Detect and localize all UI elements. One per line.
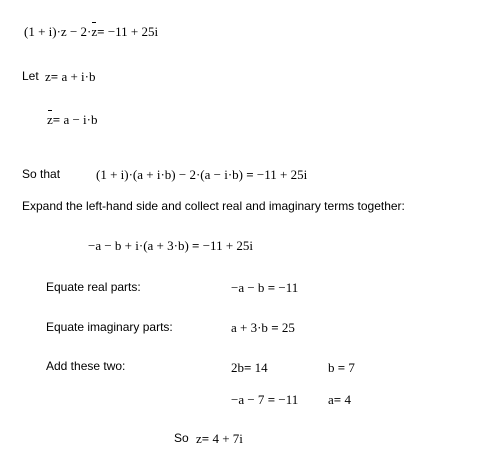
expanded-lhs: −a − b + i·(a + 3·b): [88, 238, 189, 253]
equals-sign: =: [97, 24, 105, 39]
sum-lhs: 2b: [231, 360, 244, 375]
equals-sign: =: [333, 392, 342, 407]
imag-rhs: 25: [281, 320, 295, 335]
z-variable: z: [45, 69, 51, 84]
let-equation: [45, 69, 96, 84]
conjugate-equation: [47, 112, 98, 127]
equation-lhs: (1 + i)·z − 2·: [24, 24, 92, 39]
imag-lhs: a + 3·b: [231, 320, 268, 335]
substituted-equation: [96, 167, 307, 182]
z-variable: z: [196, 431, 202, 446]
equals-sign: =: [271, 320, 279, 335]
substitute-rhs: −11: [278, 392, 299, 407]
equals-sign: =: [267, 392, 276, 407]
expanded-equation: [88, 238, 253, 253]
a-variable: a: [328, 392, 334, 407]
equals-sign: =: [201, 431, 210, 446]
conjugate-rhs: a − i·b: [63, 112, 98, 127]
b-value: 7: [348, 360, 355, 375]
let-label: Let: [22, 69, 39, 83]
so-that-label: So that: [22, 167, 61, 181]
z-conjugate: z: [91, 24, 98, 39]
equation-rhs: −11 + 25i: [107, 24, 159, 39]
sum-equation: [231, 360, 268, 375]
a-value: 4: [344, 392, 351, 407]
imaginary-parts-label: Equate imaginary parts:: [46, 320, 173, 334]
so-label: So: [174, 431, 189, 445]
a-solution: [328, 392, 351, 407]
equals-sign: =: [244, 360, 252, 375]
expand-instruction: Expand the left-hand side and collect real and imaginary terms together:: [22, 199, 405, 213]
b-variable: b: [328, 360, 335, 375]
b-solution: [328, 360, 355, 375]
real-lhs: −a − b: [231, 280, 265, 295]
substitute-lhs: −a − 7: [231, 392, 265, 407]
expanded-rhs: −11 + 25i: [202, 238, 254, 253]
let-rhs: a + i·b: [61, 69, 96, 84]
add-these-two-label: Add these two:: [46, 359, 126, 373]
sum-rhs: 14: [254, 360, 268, 375]
z-conjugate: z: [47, 112, 53, 127]
equals-sign: =: [246, 167, 254, 182]
equals-sign: =: [50, 69, 59, 84]
real-rhs: −11: [278, 280, 299, 295]
equals-sign: =: [337, 360, 346, 375]
equals-sign: =: [52, 112, 61, 127]
real-parts-equation: [231, 280, 298, 295]
real-parts-label: Equate real parts:: [46, 280, 141, 294]
substituted-lhs: (1 + i)·(a + i·b) − 2·(a − i·b): [96, 167, 243, 182]
equals-sign: =: [267, 280, 276, 295]
original-equation: [24, 24, 158, 39]
final-result: [196, 431, 243, 446]
imaginary-parts-equation: [231, 320, 295, 335]
substitute-equation: [231, 392, 298, 407]
substituted-rhs: −11 + 25i: [256, 167, 308, 182]
equals-sign: =: [192, 238, 200, 253]
final-value: 4 + 7i: [212, 431, 243, 446]
